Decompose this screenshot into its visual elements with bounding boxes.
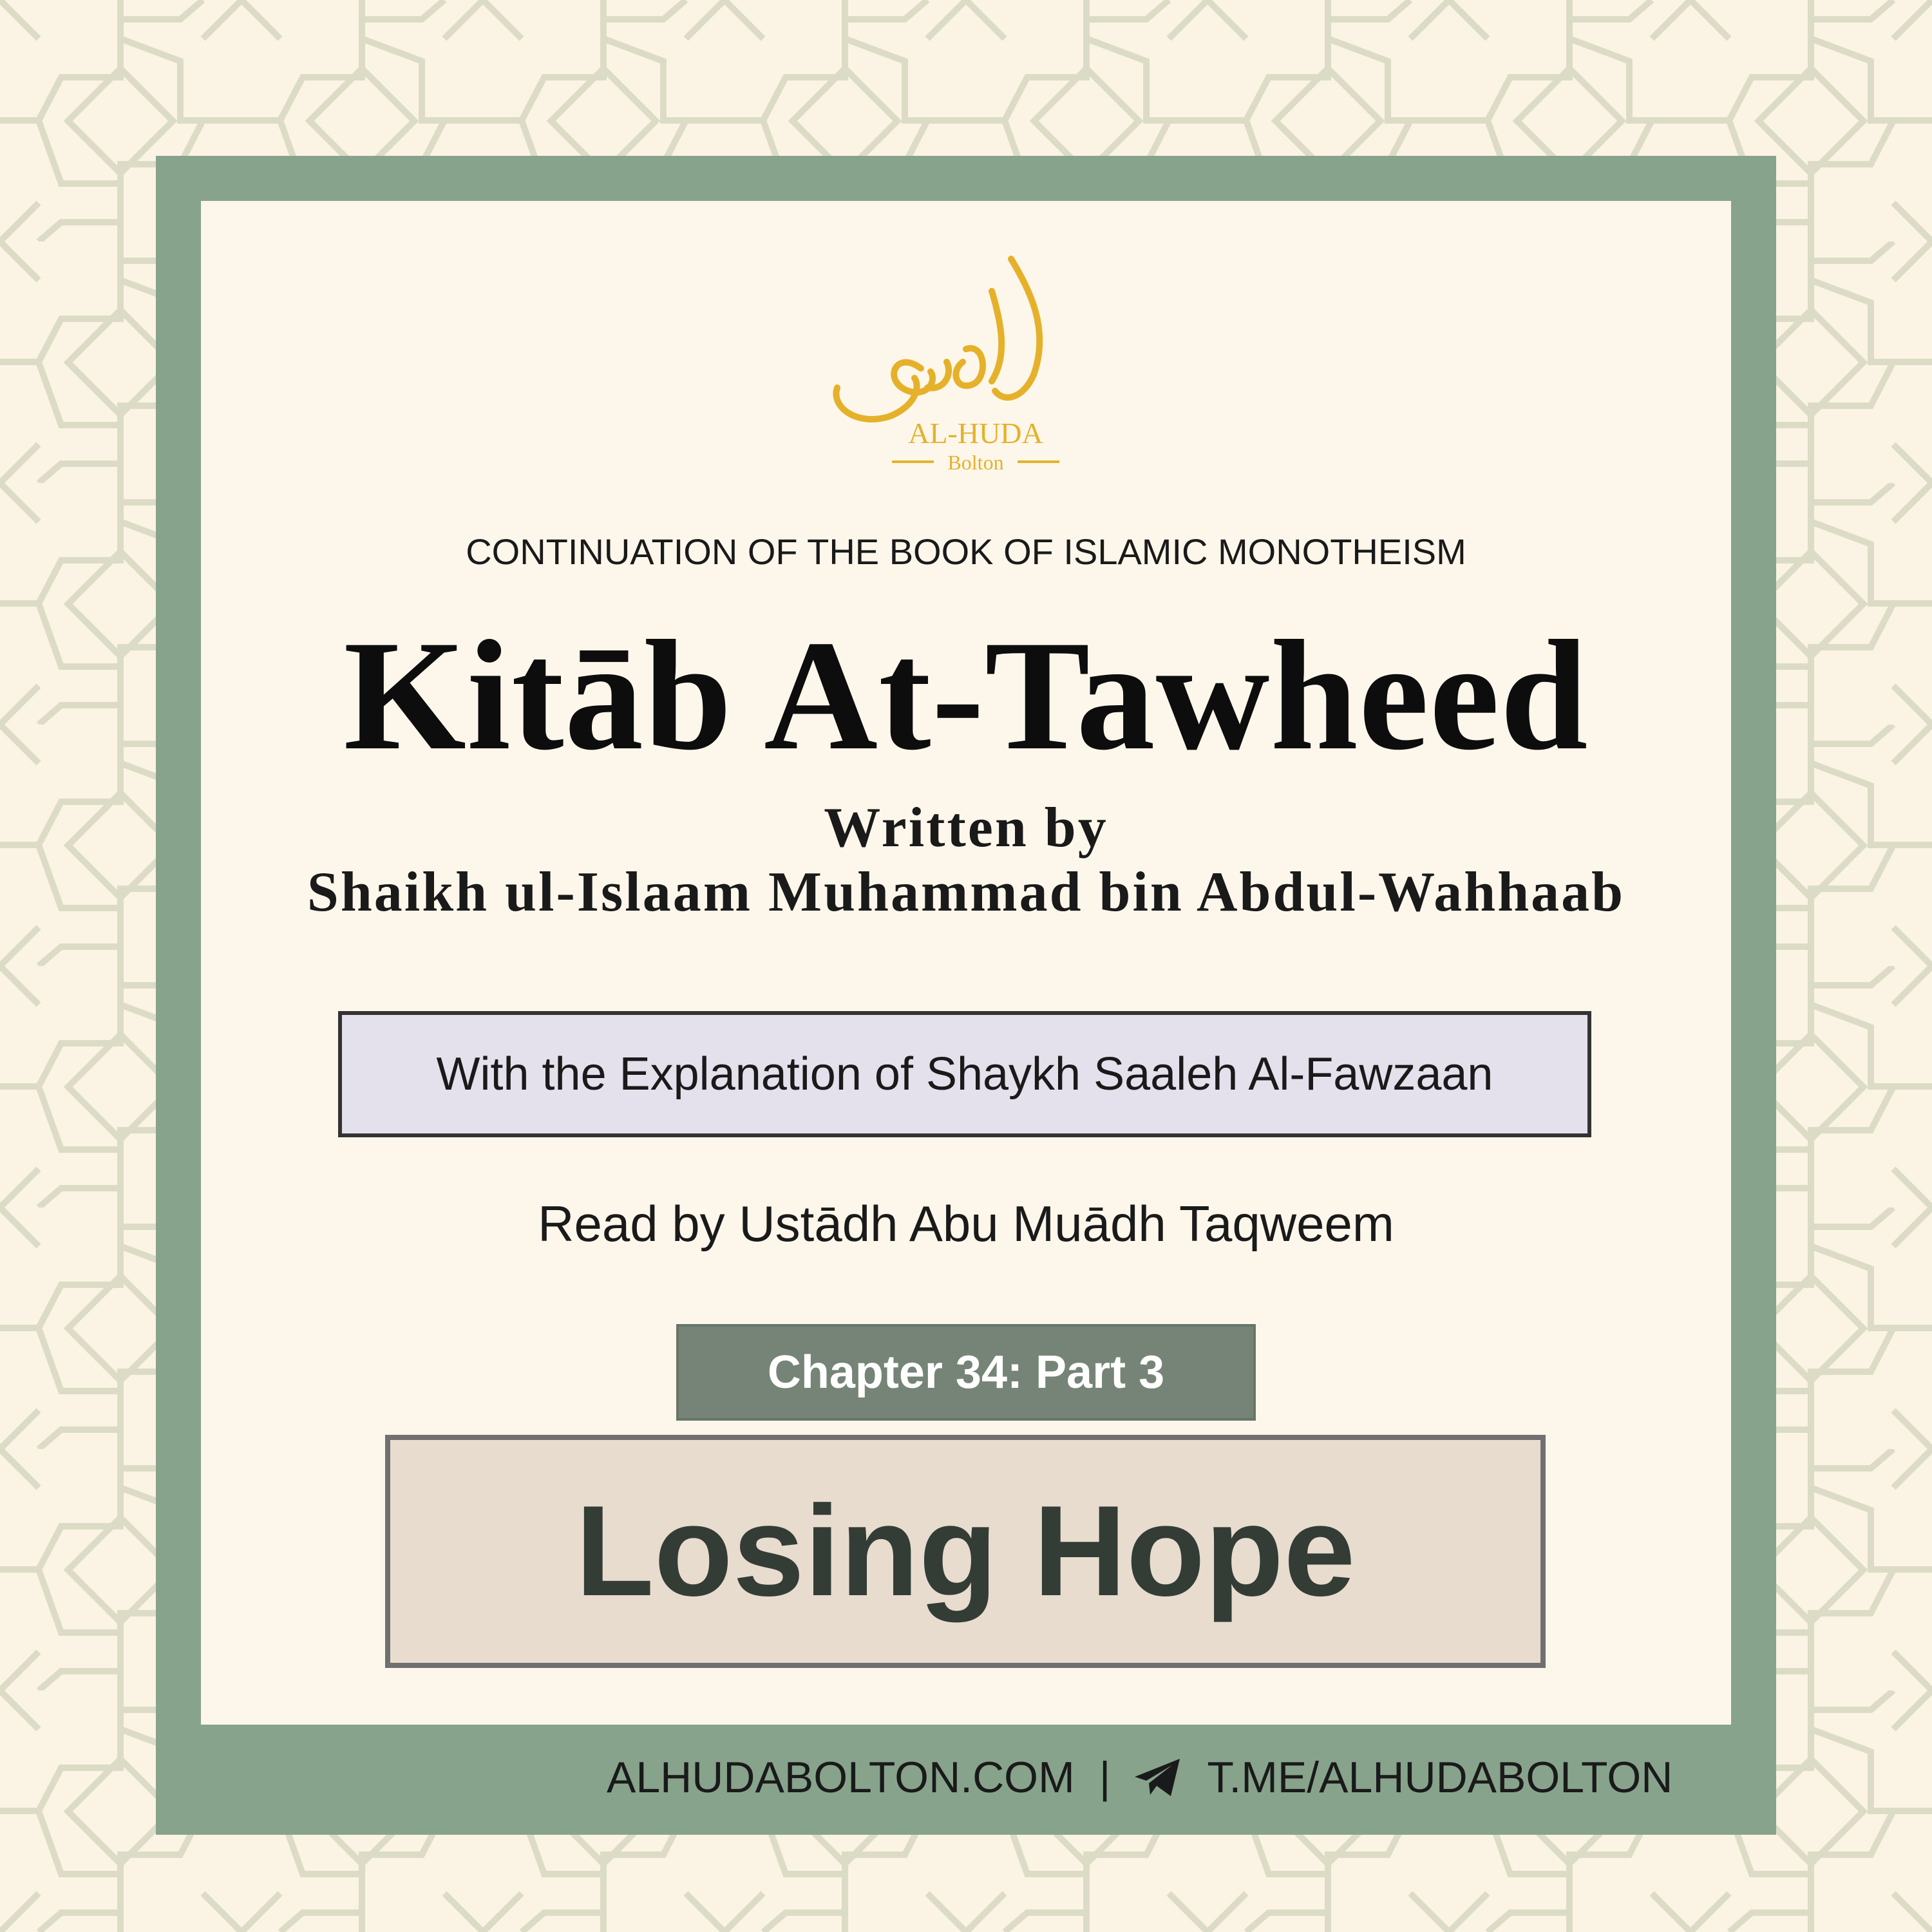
logo-tagline: Bolton [947, 451, 1004, 474]
explanation-box [338, 1011, 1591, 1137]
al-huda-logo [818, 252, 1088, 478]
explanation-text: With the Explanation of Shaykh Saaleh Al-Fawzaan [436, 1048, 1493, 1100]
footer [607, 1748, 1734, 1806]
telegram-icon [1132, 1755, 1184, 1800]
written-by-label: Written by [824, 797, 1108, 859]
chapter-badge [676, 1324, 1256, 1421]
telegram-link[interactable]: T.ME/ALHUDABOLTON [1207, 1753, 1673, 1802]
topic-title: Losing Hope [575, 1479, 1356, 1623]
reader-credit: Read by Ustādh Abu Muādh Taqweem [538, 1195, 1394, 1252]
website-link[interactable]: ALHUDABOLTON.COM [607, 1753, 1075, 1802]
topic-box [385, 1435, 1546, 1668]
logo-name: AL-HUDA [908, 417, 1043, 450]
author-name: Shaikh ul-Islaam Muhammad bin Abdul-Wahhaab [307, 861, 1625, 923]
chapter-label: Chapter 34: Part 3 [767, 1347, 1165, 1398]
page-title: Kitāb At-Tawheed [343, 608, 1589, 782]
subtitle: CONTINUATION OF THE BOOK OF ISLAMIC MONOTHEISM [466, 531, 1466, 572]
footer-separator: | [1099, 1753, 1111, 1802]
